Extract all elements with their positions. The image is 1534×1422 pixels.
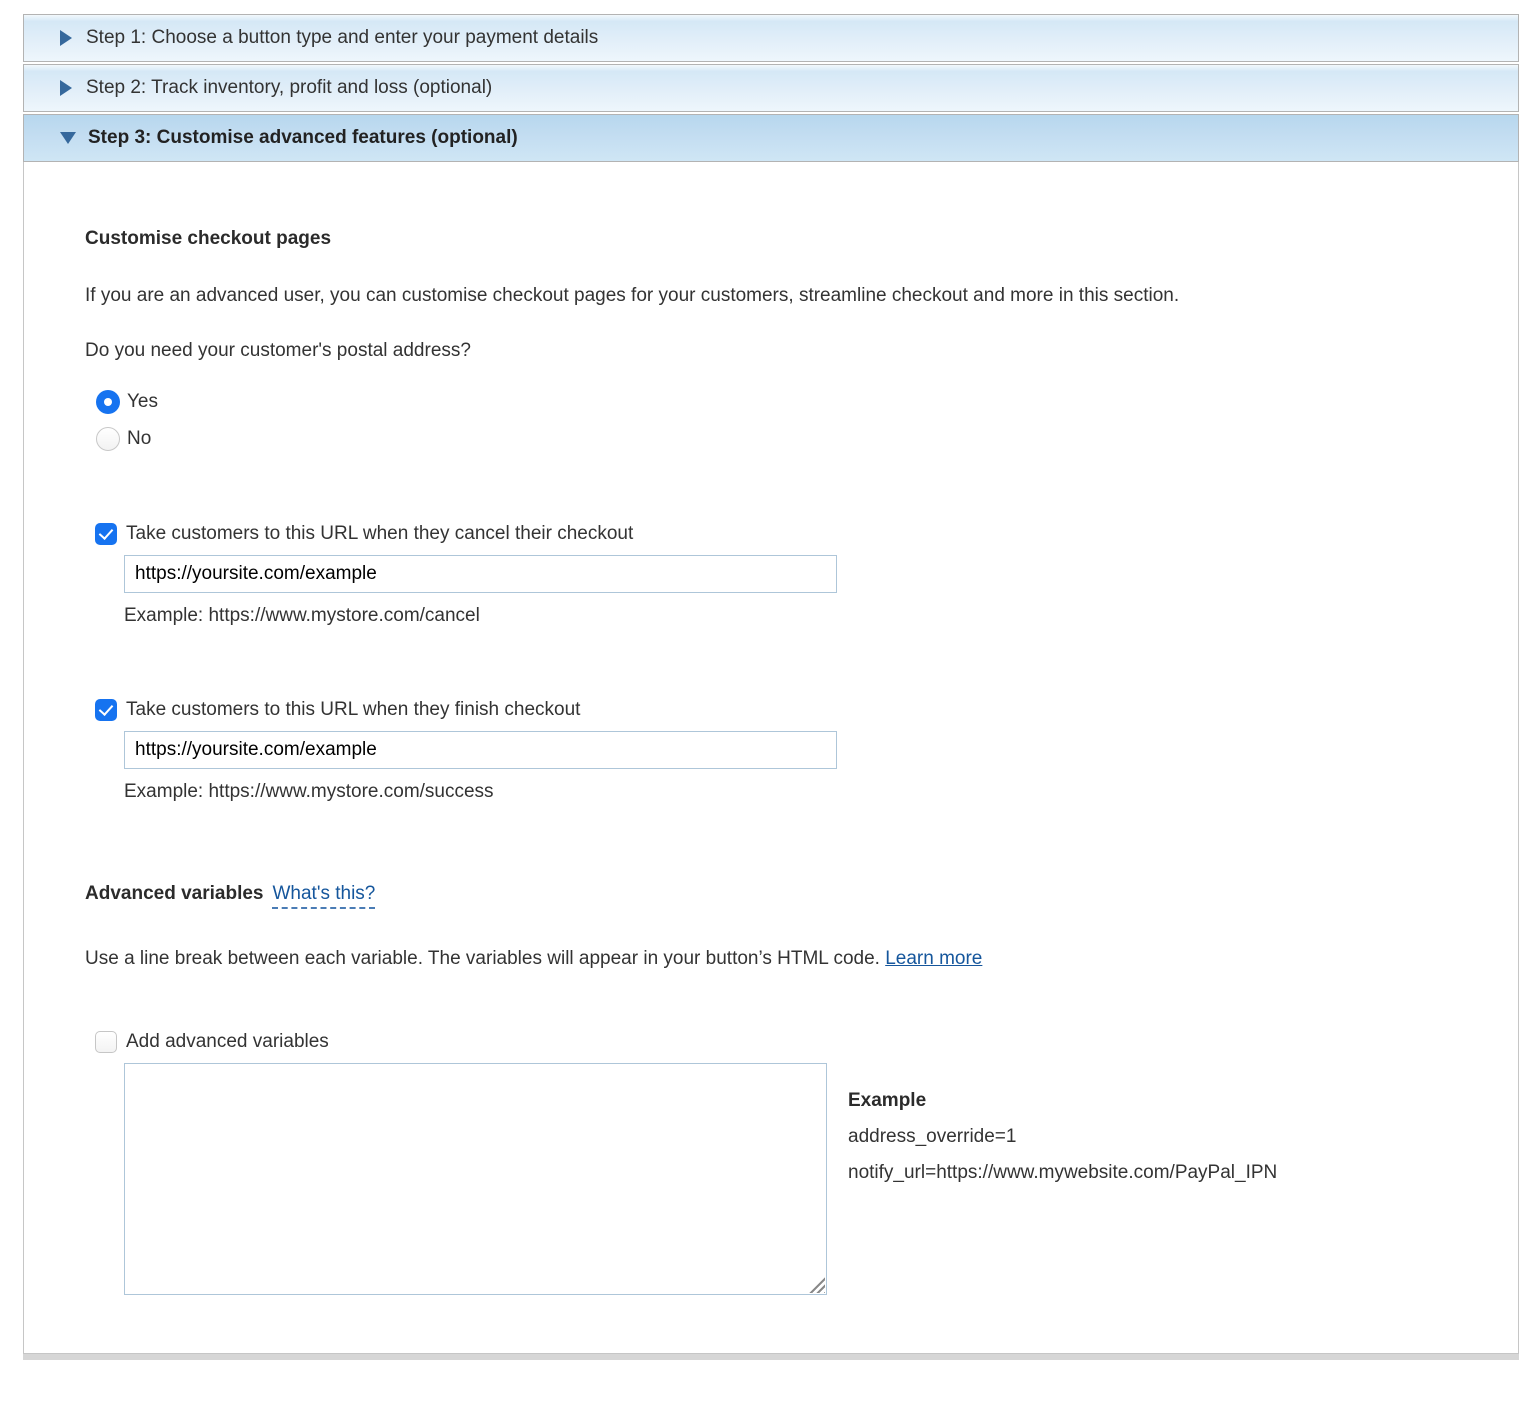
customise-checkout-heading: Customise checkout pages — [85, 228, 332, 249]
example-line: address_override=1 — [848, 1126, 1017, 1147]
chevron-right-icon — [60, 80, 72, 96]
advanced-variables-textarea[interactable] — [124, 1063, 827, 1295]
radio-checked-icon[interactable] — [96, 390, 120, 414]
learn-more-link[interactable]: Learn more — [885, 948, 983, 969]
checkbox-unchecked-icon[interactable] — [95, 1031, 117, 1053]
finish-url-block — [85, 699, 1478, 803]
advanced-variables-description-text: Use a line break between each variable. The variables will appear in your button’s HTML code. — [85, 948, 880, 969]
step-3-panel — [23, 162, 1519, 1354]
radio-yes-label: Yes — [127, 391, 158, 412]
cancel-url-checkbox-row[interactable] — [95, 523, 1478, 545]
add-advanced-variables-checkbox-row[interactable] — [95, 1031, 1478, 1053]
accordion-header-step-2[interactable] — [23, 64, 1519, 112]
checkbox-checked-icon[interactable] — [95, 699, 117, 721]
accordion-header-step-1[interactable] — [23, 14, 1519, 62]
example-title: Example — [848, 1090, 927, 1111]
advanced-variables-textarea-wrap — [124, 1063, 827, 1295]
cancel-url-block — [85, 523, 1478, 627]
checkbox-checked-icon[interactable] — [95, 523, 117, 545]
radio-no-label: No — [127, 428, 152, 449]
finish-url-example: Example: https://www.mystore.com/success — [124, 781, 494, 802]
finish-url-checkbox-label: Take customers to this URL when they finish checkout — [126, 699, 581, 720]
finish-url-checkbox-row[interactable] — [95, 699, 1478, 721]
step-3-title: Step 3: Customise advanced features (optional) — [88, 127, 518, 148]
postal-address-yes-option[interactable] — [96, 390, 1478, 414]
cancel-url-input[interactable] — [124, 555, 837, 593]
chevron-right-icon — [60, 30, 72, 46]
advanced-variables-heading-row — [85, 883, 1478, 909]
add-advanced-variables-label: Add advanced variables — [126, 1031, 329, 1052]
advanced-variables-example — [848, 1083, 1277, 1191]
radio-unchecked-icon[interactable] — [96, 427, 120, 451]
step-1-title: Step 1: Choose a button type and enter your payment details — [86, 27, 599, 48]
cancel-url-checkbox-label: Take customers to this URL when they cancel their checkout — [126, 523, 634, 544]
accordion-header-step-3[interactable] — [23, 114, 1519, 162]
postal-address-radio-group — [96, 390, 1478, 451]
postal-address-no-option[interactable] — [96, 427, 1478, 451]
whats-this-link[interactable]: What's this? — [272, 883, 375, 909]
button-wizard-accordion — [23, 14, 1519, 1354]
add-advanced-variables-block — [85, 1031, 1478, 1295]
step-2-title: Step 2: Track inventory, profit and loss (optional) — [86, 77, 493, 98]
example-line: notify_url=https://www.mywebsite.com/PayPal_IPN — [848, 1162, 1278, 1183]
advanced-variables-description — [85, 941, 1478, 977]
advanced-variables-heading: Advanced variables — [85, 883, 264, 904]
postal-address-question: Do you need your customer's postal address? — [85, 340, 471, 361]
advanced-variables-area-row — [124, 1063, 1478, 1295]
finish-url-input[interactable] — [124, 731, 837, 769]
chevron-down-icon — [60, 132, 76, 144]
customise-checkout-intro: If you are an advanced user, you can customise checkout pages for your customers, streamline checkout and more in this section. — [85, 285, 1180, 306]
cancel-url-example: Example: https://www.mystore.com/cancel — [124, 605, 480, 626]
